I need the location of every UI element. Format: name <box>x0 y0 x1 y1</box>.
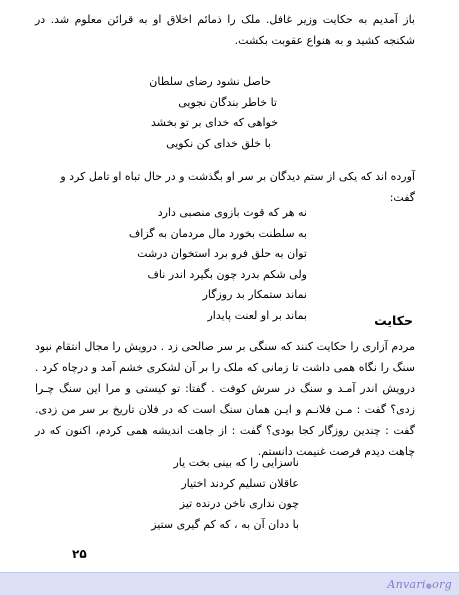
brand-tld: org <box>432 578 452 591</box>
page-number: ۲۵ <box>72 547 87 561</box>
verse-block-2 <box>0 203 459 326</box>
dot-icon: ● <box>425 582 433 590</box>
section-heading: حکایت <box>374 313 413 328</box>
paragraph-intro: باز آمدیم به حکایت وزیر غافل. ملک را ذمائم اخلاق او به قرائن معلوم شد. در شکنجه کشید و به هنواع عقوبت بکشت. <box>35 13 415 47</box>
verse-line: نه هر که قوت بازوی منصبی دارد <box>157 206 307 219</box>
verse-line: خواهی که خدای بر تو بخشد <box>151 116 278 129</box>
verse-line: بماند بر او لعنت پایدار <box>207 308 307 322</box>
verse-block-3 <box>0 453 459 535</box>
verse-line: تا خاطر بندگان نجویی <box>178 95 277 109</box>
verse-line: با ددان آن به ، که کم گیری ستیز <box>151 517 299 531</box>
brand-name: Anvari <box>387 578 426 591</box>
verse-block-1 <box>0 72 459 154</box>
footer-bar <box>0 572 459 595</box>
verse-line: توان به حلق فرو برد استخوان درشت <box>137 247 307 260</box>
paragraph-narration: آورده اند که یکی از ستم دیدگان بر سر او بگذشت و در حال تباه او تامل کرد و گفت: <box>60 170 415 204</box>
brand-watermark[interactable] <box>387 578 452 591</box>
verse-line: ولی شکم بدرد چون بگیرد اندر ناف <box>147 267 307 281</box>
verse-line: ناسزایی را که بینی بخت یار <box>173 456 299 469</box>
verse-line: با خلق خدای کن نکویی <box>166 136 271 150</box>
verse-line: حاصل نشود رضای سلطان <box>149 75 271 88</box>
verse-line: نماند ستمکار بد روزگار <box>202 288 307 301</box>
paragraph-story: مردم آزاری را حکایت کنند که سنگی بر سر صالحی زد . درویش را مجال انتقام نبود سنگ را نگاه همی داشت تا زمانی که ملک را بر آن لشکری خشم آمد و درچاه کرد . درویش اندر آمـد و سنگ در سرش کوفت . گفتا: تو کیستی و مرا این سنگ چـرا زدی؟ گفت : مـن فلانـم و ایـن همان سنگ است که در فلان تاریخ بر سر من زدی. گفت : چندین روزگار کجا بودی؟ گفت : از جاهت اندیشه همی کردم، اکنون که در چاهت دیدم فرصت غنیمت دانستم. <box>35 340 415 458</box>
verse-line: به سلطنت بخورد مال مردمان به گزاف <box>128 226 307 240</box>
verse-line: چون نداری ناخن درنده تیز <box>179 497 299 510</box>
verse-line: عاقلان تسلیم کردند اختیار <box>181 476 299 490</box>
